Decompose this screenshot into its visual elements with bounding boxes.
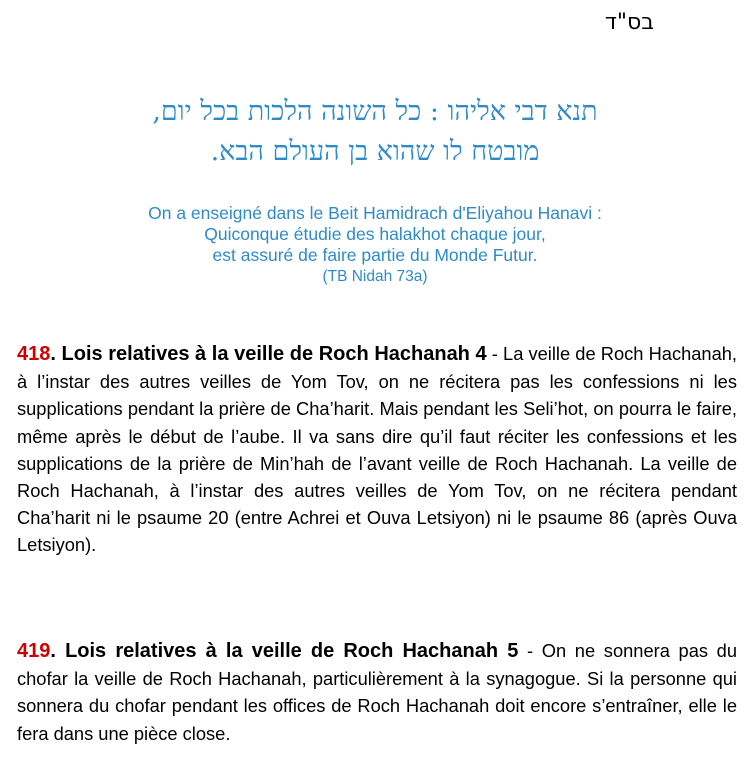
french-translation — [0, 203, 750, 288]
french-translation-line: On a enseigné dans le Beit Hamidrach d'Eliyahou Hanavi : — [148, 203, 602, 223]
law-number: 418 — [17, 343, 51, 365]
law-419 — [17, 637, 737, 747]
law-separator: - — [486, 343, 504, 364]
hebrew-quote-line: מובטח לו שהוא בן העולם הבא. — [210, 136, 540, 167]
law-text: On ne sonnera pas du chofar la veille de Roch Hachanah, particulièrement à la synagogue. Si la personne qui sonnera du chofar pendant les offices de Roch Hachanah doit encore s’entraîner, elle le fera dans une pièce close. — [17, 640, 737, 744]
law-title: . Lois relatives à la veille de Roch Hachanah 4 — [50, 343, 487, 365]
hebrew-quote — [0, 92, 750, 172]
law-separator: - — [518, 640, 542, 661]
hebrew-quote-line: תנא דבי אליהו : כל השונה הלכות בכל יום, — [152, 96, 598, 127]
law-text: La veille de Roch Hachanah, à l’instar des autres veilles de Yom Tov, on ne récitera pas les confessions ni les supplications pendant la prière de Cha’harit. Mais pendant les Seli’hot, on pourra le faire, même après le début de l’aube. Il va sans dire qu’il faut réciter les confessions et les supplications de la prière de Min’hah de l’avant veille de Roch Hachanah. La veille de Roch Hachanah, à l’instar des autres veilles de Yom Tov, on ne récitera pendant Cha’harit ni le psaume 20 (entre Achrei et Ouva Letsiyon) ni le psaume 86 (après Ouva Letsiyon). — [17, 343, 738, 556]
law-418 — [17, 340, 737, 559]
law-number: 419 — [17, 640, 51, 662]
french-translation-line: est assuré de faire partie du Monde Futur. — [212, 245, 538, 265]
french-translation-line: Quiconque étudie des halakhot chaque jour, — [204, 224, 546, 244]
bsd-header: בס"ד — [604, 10, 654, 35]
law-title: . Lois relatives à la veille de Roch Hachanah 5 — [50, 640, 519, 662]
source-citation: (TB Nidah 73a) — [322, 268, 428, 285]
